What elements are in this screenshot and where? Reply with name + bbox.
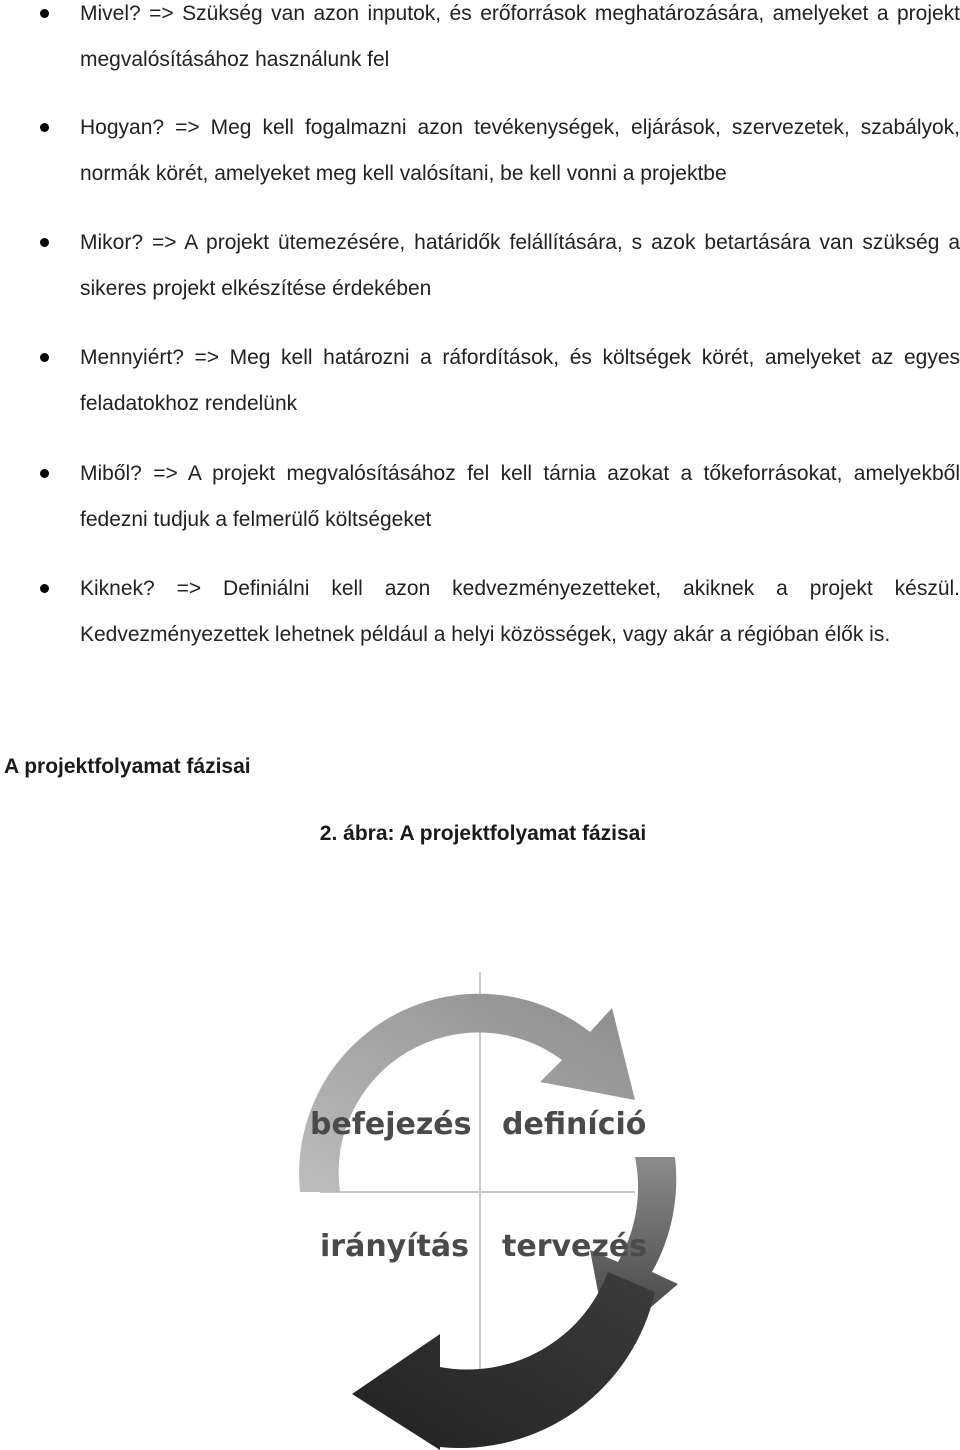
bullet-item-hogyan [80,105,960,197]
cycle-arrow-top [299,994,635,1192]
bullet-icon [40,123,49,132]
cycle-diagram-svg [290,912,680,1450]
bullet-item-kiknek [80,566,960,658]
bullet-icon [40,584,49,593]
bullet-text: Mivel? => Szükség van azon inputok, és erőforrások meghatározására, amelyeket a projekt megvalósításához használunk fel [80,2,960,71]
bullet-icon [40,9,49,18]
cycle-arrow-bottom [352,1272,655,1450]
figure-caption: 2. ábra: A projektfolyamat fázisai [319,822,647,845]
bullet-item-mikor [80,220,960,312]
bullet-text: Miből? => A projekt megvalósításához fel kell tárnia azokat a tőkeforrásokat, amelyekből fedezni tudjuk a felmerülő költségeket [80,462,960,531]
phase-label-definicio: definíció [502,1107,647,1142]
bullet-text: Hogyan? => Meg kell fogalmazni azon tevékenységek, eljárások, szervezetek, szabályok, normák körét, amelyeket meg kell valósítani, be kell vonni a projektbe [80,116,960,185]
phase-label-iranyitas: irányítás [320,1229,469,1264]
bullet-icon [40,353,49,362]
bullet-item-mennyiert [80,335,960,427]
bullet-item-mivel [80,0,960,83]
project-phase-cycle-diagram [290,912,680,1450]
phase-label-befejezes: befejezés [310,1107,472,1142]
bullet-icon [40,238,49,247]
bullet-item-mibol [80,451,960,543]
section-title: A projektfolyamat fázisai [4,755,251,778]
bullet-text: Mikor? => A projekt ütemezésére, határidők felállítására, s azok betartására van szükség a sikeres projekt elkészítése érdekében [80,231,960,300]
bullet-text: Kiknek? => Definiálni kell azon kedvezményezetteket, akiknek a projekt készül. Kedvezményezettek lehetnek például a helyi közösségek, vagy akár a régióban élők is. [80,577,960,646]
bullet-text: Mennyiért? => Meg kell határozni a ráfordítások, és költségek körét, amelyeket az egyes feladatokhoz rendelünk [80,346,960,415]
bullet-icon [40,469,49,478]
phase-label-tervezes: tervezés [502,1229,648,1264]
